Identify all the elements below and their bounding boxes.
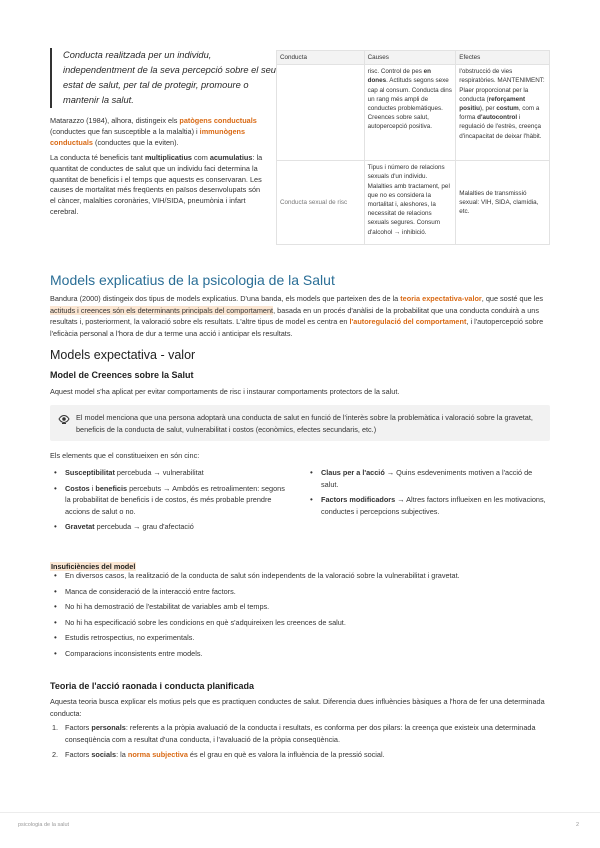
text: és el grau en què es valora la influència de la pressió social. — [187, 750, 385, 759]
text: : la — [116, 750, 128, 759]
bold-term: costum — [496, 105, 519, 113]
elements-list-left — [50, 467, 290, 533]
text: : referents a la pròpia avaluació de la conducta i resultats, es conforma per dos pilars: la creença que existeix una determinada conseqüència com a resultat d'una conducta, i l'avaluació de la pròpia conseqüència. — [65, 723, 536, 744]
list-item — [50, 722, 550, 745]
callout-text: El model menciona que una persona adoptarà una conducta de salut en funció de l'interès sobre la problemàtica i valoració sobre la gravetat, beneficis de la conducta de salut, vulnerabilitat i costos (econòmics, efectes secundaris, etc.) — [76, 413, 533, 434]
bold-term: Claus per a l'acció — [321, 468, 385, 477]
bold-term: acumulatius — [209, 153, 253, 162]
callout-box — [50, 405, 550, 441]
text: com — [191, 153, 210, 162]
bold-term: reforçament positiu — [459, 95, 526, 113]
list-item: • Manca de consideració de la interacció entre factors. — [50, 586, 550, 598]
footer-title: psicologia de la salut — [18, 822, 70, 828]
heading-accio-raonada: Teoria de l'acció raonada i conducta planificada — [50, 681, 255, 691]
text: Matarazzo (1984), alhora, distingeix els — [50, 116, 180, 125]
list-item: • No hi ha especificació sobre les condicions en què s'adquireixen les creences de salut. — [50, 617, 550, 629]
text: : la quantitat de conductes de salut que un individu faci determina la quantitat de beneficis i el temps que aquests es conservaran. Les causes de mortalitat més freqüents en països desenvolupats són el càncer, malalties coronàries, VIH/SIDA, pneumònia i infart cerebral. — [50, 153, 263, 216]
subsection-title: Models expectativa - valor — [50, 348, 196, 362]
page-number: 2 — [576, 822, 580, 828]
table-cell: Malalties de transmissió sexual: VIH, SIDA, clamídia, etc. — [456, 161, 550, 245]
table-row-header: Conducta sexual de risc — [277, 161, 365, 245]
bold-term: socials — [91, 750, 117, 759]
accio-intro: Aquesta teoria busca explicar els motius pels que es practiquen conductes de salut. Diferencia dues influències bàsiques a l'hora de fer una determinada conducta: — [50, 697, 545, 718]
text: → Altres factors influeixen en les motivacions, conductes i percepcions subjectives. — [321, 495, 546, 516]
table-row — [277, 65, 550, 161]
intro-paragraph-1 — [50, 116, 265, 148]
text: , i l'autopercepció sobre l'eficàcia personal a l'hora de dur a terme una acció i anticipar els resultats. — [50, 317, 544, 338]
bold-term: personals — [91, 723, 126, 732]
highlight-term: immunògens conductuals — [50, 126, 246, 147]
accio-list — [50, 722, 550, 761]
list-item — [50, 483, 290, 518]
text: i — [89, 483, 96, 493]
text: , que sosté que les — [481, 294, 544, 303]
creences-intro: Aquest model s'ha aplicat per evitar comportaments de risc i instaurar comportaments protectors de la salut. — [50, 387, 400, 396]
text: La conducta té beneficis tant — [50, 153, 145, 162]
bold-term: beneficis — [95, 483, 128, 493]
table-cell — [364, 65, 456, 161]
bold-term: en dones — [367, 68, 431, 85]
list-item — [50, 749, 550, 761]
heading-model-creences: Model de Creences sobre la Salut — [50, 370, 194, 380]
blockquote — [50, 48, 278, 108]
list-number: 1. — [52, 723, 59, 732]
text: Factors — [65, 723, 92, 732]
text: → Quins esdeveniments motiven a l'acció de salut. — [321, 468, 533, 489]
text: , com a forma — [459, 105, 540, 122]
table-row — [277, 161, 550, 245]
bold-term: Gravetat — [65, 522, 95, 531]
text: Factors — [65, 750, 92, 759]
list-item: • Estudis retrospectius, no experimentals. — [50, 632, 550, 644]
bold-term: Susceptibilitat — [65, 468, 115, 477]
quote-text: Conducta realitzada per un individu, independentment de la seva percepció sobre el seu estat de salut, per tal de protegir, promoure o mantenir la salut. — [63, 50, 276, 105]
list-item: • Comparacions inconsistents entre models. — [50, 648, 550, 660]
insuficiencies-list — [50, 570, 550, 659]
list-number: 2. — [52, 750, 59, 759]
table-cell: Tipus i número de relacions sexuals d'un individu. Malalties amb tractament, pel que no es considera la mortalitat i, aleshores, la necessitat de relacions sexuals segures. Consum d'alcohol → inhibició. — [364, 161, 456, 245]
bold-term: multiplicatius — [144, 153, 192, 162]
intro-paragraph-2 — [50, 153, 265, 218]
table-cell — [277, 65, 365, 161]
text: . Actituds segons sexe cap al consum. Conducta dins un rang més ampli de conductes problemàtiques. Creences sobre salut, autopercepció positiva. — [367, 77, 452, 131]
footer-divider — [0, 812, 600, 813]
table-header: Conducta — [277, 51, 365, 65]
list-item: • En diversos casos, la realització de la conducta de salut són independents de la valoració sobre la vulnerabilitat i gravetat. — [50, 570, 550, 582]
highlight-term: teoria expectativa-valor — [400, 294, 482, 303]
highlighted-phrase: actituds i creences són els determinants principals del comportament — [50, 305, 274, 315]
list-item — [50, 467, 290, 479]
elements-list-right — [306, 467, 546, 517]
table-cell — [456, 65, 550, 161]
text: i regulació de l'estrès, creença d'incapacitat de deixar l'hàbit. — [459, 114, 542, 140]
section-title: Models explicatius de la psicologia de la Salut — [50, 272, 335, 288]
lightbulb-eye-icon — [58, 413, 70, 425]
text: l'obstrucció de vies respiratòries. MANTENIMENT: Plaer proporcionat per la conducta ( — [459, 68, 545, 103]
list-item — [50, 521, 290, 533]
behaviour-table — [276, 50, 550, 245]
list-item — [306, 494, 546, 517]
table-header-row — [277, 51, 550, 65]
text: Bandura (2000) distingeix dos tipus de models explicatius. D'una banda, els models que parteixen des de la — [50, 294, 401, 303]
list-item: • No hi ha demostració de l'estabilitat de variables amb el temps. — [50, 601, 550, 613]
bold-term: Costos — [65, 483, 90, 493]
table-header: Causes — [364, 51, 456, 65]
text: risc. Control de pes — [367, 68, 424, 76]
highlight-term: l'autoregulació del comportament — [349, 317, 467, 326]
text: ), per — [479, 105, 497, 113]
section-paragraph — [50, 293, 550, 339]
text: percebuda → grau d'afectació — [94, 522, 194, 531]
table-header: Efectes — [456, 51, 550, 65]
highlight-term: patògens conductuals — [179, 116, 257, 125]
elements-intro: Els elements que el constitueixen en són cinc: — [50, 451, 200, 460]
highlight-term: norma subjectiva — [127, 750, 188, 759]
bold-term: Factors modificadors — [321, 495, 396, 504]
insuficiencies-label: Insuficiències del model — [51, 562, 136, 571]
text: (conductes que la eviten). — [92, 137, 179, 147]
text: percebuda → vulnerabilitat — [114, 468, 204, 477]
text: percebuts → Ambdós es retroalimenten: segons la probabilitat de beneficis i de costos, és més probable prendre accions de salut o no. — [65, 483, 285, 516]
text: (conductes que fan susceptible a la malaltia) i — [50, 126, 200, 136]
bold-term: d'autocontrol — [477, 114, 518, 122]
text: , basada en un procés d'anàlisi de la probabilitat que una conducta conduirà a uns resultats i, posteriorment, la valoració sobre els resultats. L'altre tipus de model es centra en — [50, 305, 539, 326]
list-item — [306, 467, 546, 490]
